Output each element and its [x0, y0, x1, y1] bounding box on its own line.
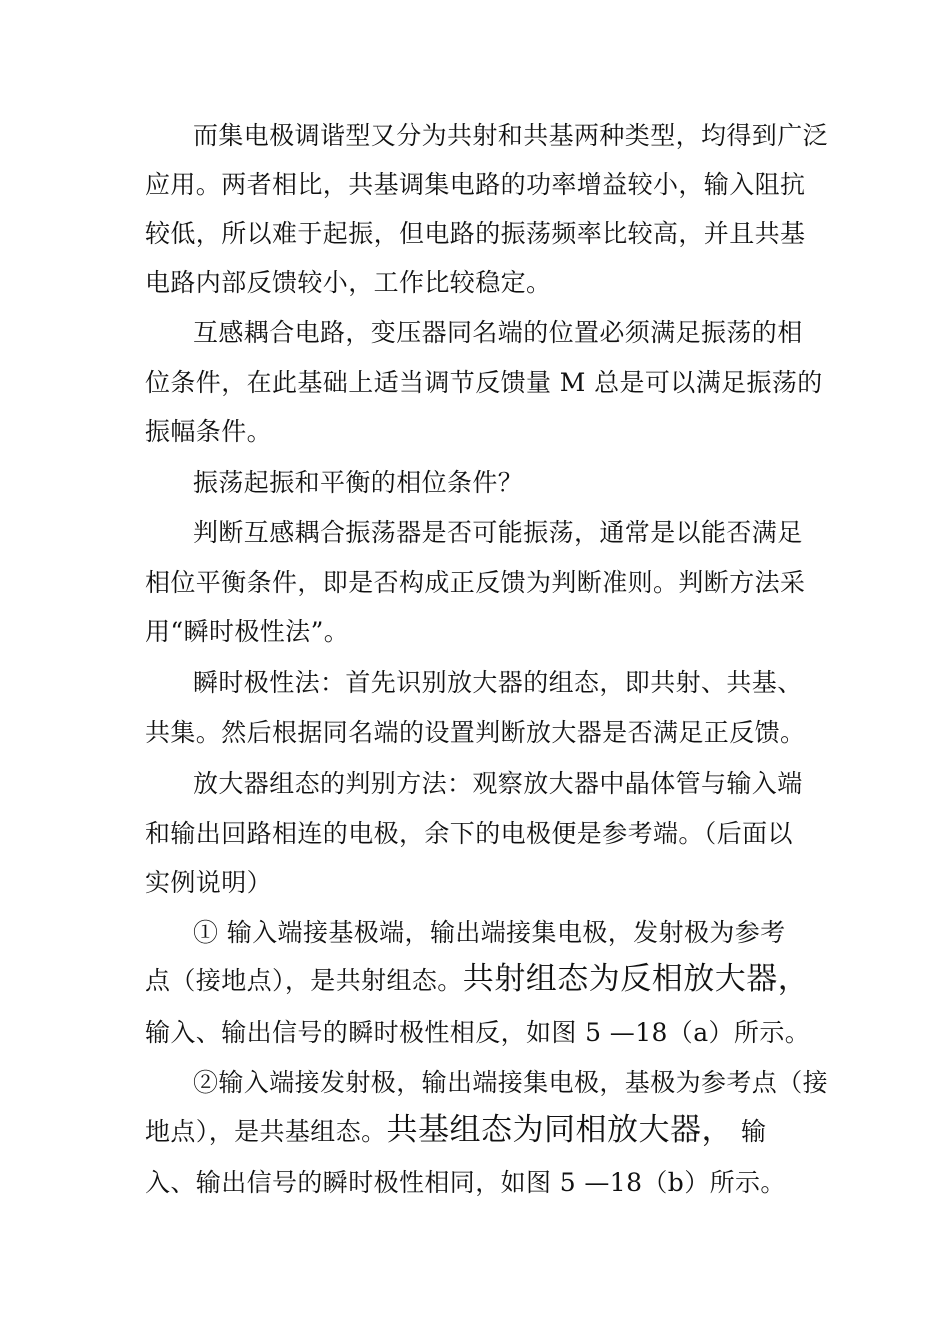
paragraph-8-tail-text: 输	[741, 1117, 767, 1146]
paragraph-6-line-2: 和输出回路相连的电极，余下的电极便是参考端。（后面以	[145, 819, 793, 848]
paragraph-6-line-1: 放大器组态的判别方法：观察放大器中晶体管与输入端	[193, 769, 803, 798]
paragraph-7-line-3: 输入、输出信号的瞬时极性相反，如图 5 —18（a）所示。	[145, 1018, 811, 1047]
paragraph-8-normal-text: 地点），是共基组态。	[145, 1117, 387, 1146]
paragraph-7-line-1: ① 输入端接基极端，输出端接集电极，发射极为参考	[193, 918, 786, 947]
paragraph-2-line-1: 互感耦合电路，变压器同名端的位置必须满足振荡的相	[193, 318, 803, 347]
paragraph-2-line-3: 振幅条件。	[145, 417, 273, 446]
paragraph-7-emphasis-text: 共射组态为反相放大器，	[462, 961, 810, 997]
paragraph-1-line-1: 而集电极调谐型又分为共射和共基两种类型，均得到广泛	[193, 121, 829, 150]
paragraph-4-line-2: 相位平衡条件，即是否构成正反馈为判断准则。判断方法采	[145, 568, 806, 597]
paragraph-1-line-3: 较低，所以难于起振，但电路的振荡频率比较高，并且共基	[145, 219, 806, 248]
paragraph-1-line-4: 电路内部反馈较小，工作比较稳定。	[145, 268, 552, 297]
paragraph-5-line-2: 共集。然后根据同名端的设置判断放大器是否满足正反馈。	[145, 718, 806, 747]
paragraph-1-line-2: 应用。两者相比，共基调集电路的功率增益较小，输入阻抗	[145, 170, 806, 199]
paragraph-2-line-2: 位条件，在此基础上适当调节反馈量 M 总是可以满足振荡的	[145, 368, 823, 397]
paragraph-6-line-3: 实例说明）	[145, 868, 273, 897]
paragraph-8-line-2	[145, 1113, 815, 1149]
paragraph-5-line-1: 瞬时极性法：首先识别放大器的组态，即共射、共基、	[193, 668, 803, 697]
paragraph-4-line-3: 用“瞬时极性法”。	[145, 617, 350, 646]
paragraph-8-line-1: ②输入端接发射极，输出端接集电极，基极为参考点（接	[193, 1068, 829, 1097]
paragraph-8-line-3: 入、输出信号的瞬时极性相同，如图 5 —18（b）所示。	[145, 1168, 786, 1197]
paragraph-7-normal-text: 点（接地点），是共射组态。	[145, 966, 463, 995]
paragraph-3-line-1: 振荡起振和平衡的相位条件？	[193, 468, 524, 497]
paragraph-7-line-2	[145, 962, 815, 998]
paragraph-8-emphasis-text: 共基组态为同相放大器，	[386, 1112, 734, 1148]
paragraph-4-line-1: 判断互感耦合振荡器是否可能振荡，通常是以能否满足	[193, 518, 803, 547]
